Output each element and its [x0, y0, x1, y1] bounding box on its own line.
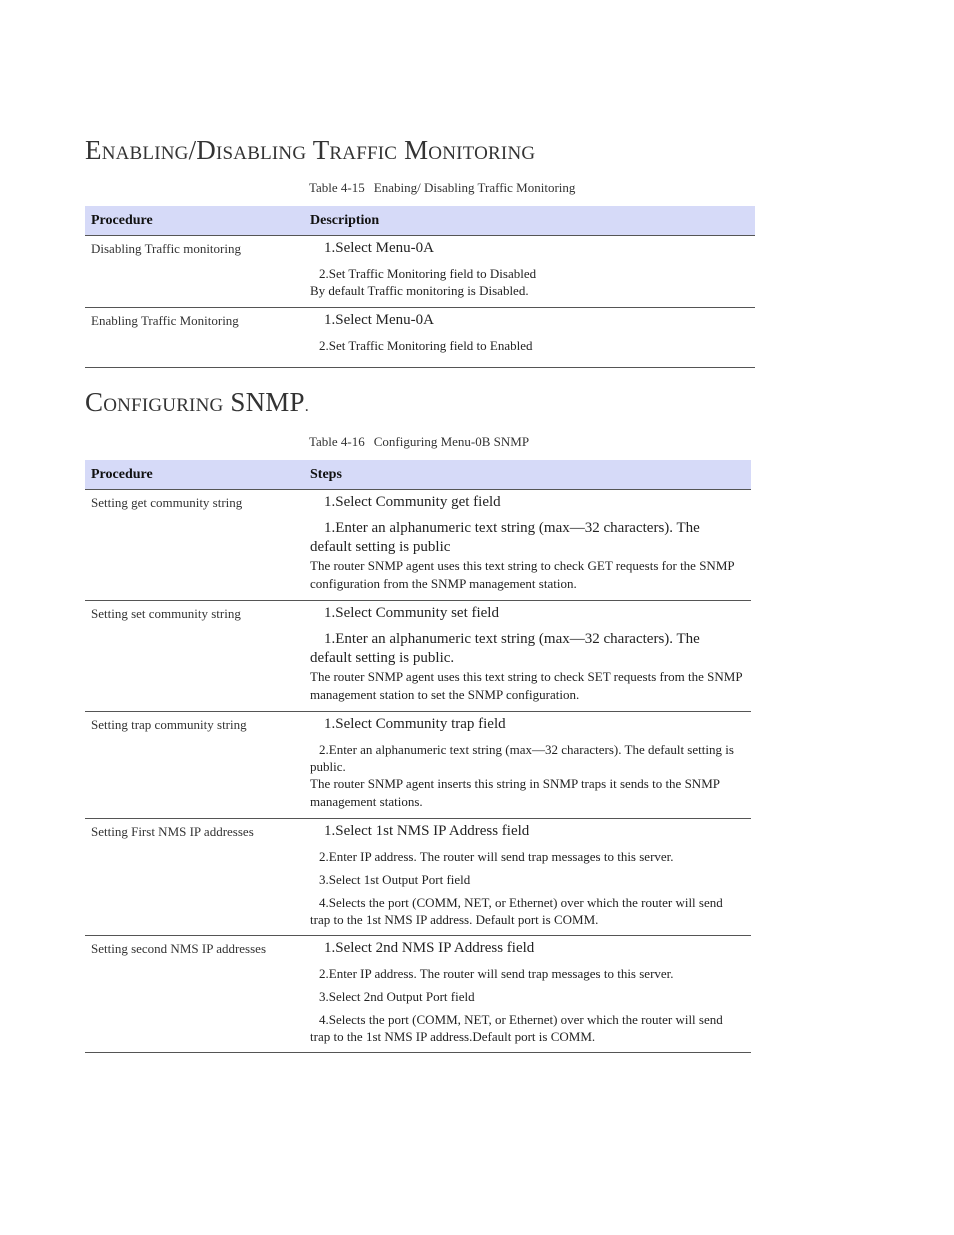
- description-cell: [304, 308, 755, 368]
- step-text: 1.Select Community get field: [324, 494, 501, 510]
- procedure-cell: Setting trap community string: [85, 712, 304, 819]
- description-cell: [304, 236, 755, 308]
- table-row: [85, 490, 751, 601]
- table-row: [85, 819, 751, 936]
- table-row: [85, 308, 755, 368]
- column-header-description: Description: [304, 206, 755, 236]
- heading-suffix: .: [304, 398, 309, 415]
- step-text: 1.Enter an alphanumeric text string (max—32 characters). The default setting is public.: [310, 631, 700, 666]
- caption-number: Table 4-16: [309, 434, 365, 449]
- caption-text: Configuring Menu-0B SNMP: [373, 434, 530, 449]
- step-text: 1.Enter an alphanumeric text string (max—32 characters). The default setting is public: [310, 520, 700, 555]
- step-text: 3.Select 1st Output Port field: [319, 872, 471, 887]
- step-text: 1.Select Menu-0A: [324, 312, 434, 328]
- steps-cell: [304, 819, 751, 936]
- table-row: [85, 712, 751, 819]
- procedure-cell: Enabling Traffic Monitoring: [85, 308, 304, 368]
- step-text: 1.Select Community set field: [324, 605, 499, 621]
- note-text: By default Traffic monitoring is Disabled.: [310, 283, 529, 298]
- note-text: The router SNMP agent uses this text string to check GET requests for the SNMP configuration from the SNMP management station.: [310, 558, 735, 591]
- step-text: 2.Enter IP address. The router will send trap messages to this server.: [319, 849, 674, 864]
- section-heading-snmp: [85, 386, 309, 423]
- step-text: 4.Selects the port (COMM, NET, or Ethernet) over which the router will send trap to the 1st NMS IP address.Default port is COMM.: [310, 1012, 723, 1044]
- step-text: 1.Select 2nd NMS IP Address field: [324, 940, 535, 956]
- table-row: [85, 601, 751, 712]
- table-caption-4-16: [309, 434, 529, 450]
- heading-text: Configuring SNMP: [85, 387, 305, 417]
- table-row: [85, 936, 751, 1053]
- traffic-monitoring-table: [85, 206, 755, 368]
- procedure-cell: Setting set community string: [85, 601, 304, 712]
- step-text: 3.Select 2nd Output Port field: [319, 989, 475, 1004]
- steps-cell: [304, 936, 751, 1053]
- column-header-procedure: Procedure: [85, 206, 304, 236]
- step-text: 1.Select Menu-0A: [324, 240, 434, 256]
- step-text: 4.Selects the port (COMM, NET, or Ethernet) over which the router will send trap to the 1st NMS IP address. Default port is COMM.: [310, 895, 723, 927]
- caption-text: Enabing/ Disabling Traffic Monitoring: [373, 180, 576, 195]
- procedure-cell: Setting second NMS IP addresses: [85, 936, 304, 1053]
- steps-cell: [304, 712, 751, 819]
- caption-number: Table 4-15: [309, 180, 365, 195]
- table-header-row: [85, 206, 755, 236]
- table-row: [85, 236, 755, 308]
- snmp-configuration-table: [85, 460, 751, 1053]
- procedure-cell: Setting First NMS IP addresses: [85, 819, 304, 936]
- step-text: 2.Enter an alphanumeric text string (max—32 characters). The default setting is public.: [310, 742, 734, 774]
- step-text: 2.Enter IP address. The router will send trap messages to this server.: [319, 966, 674, 981]
- step-text: 1.Select Community trap field: [324, 716, 506, 732]
- column-header-procedure: Procedure: [85, 460, 304, 490]
- table-header-row: [85, 460, 751, 490]
- procedure-cell: Setting get community string: [85, 490, 304, 601]
- step-text: 2.Set Traffic Monitoring field to Enabled: [319, 338, 533, 353]
- step-text: 2.Set Traffic Monitoring field to Disabled: [319, 266, 537, 281]
- section-heading-traffic-monitoring: Enabling/Disabling Traffic Monitoring: [85, 135, 536, 165]
- procedure-cell: Disabling Traffic monitoring: [85, 236, 304, 308]
- steps-cell: [304, 601, 751, 712]
- steps-cell: [304, 490, 751, 601]
- column-header-steps: Steps: [304, 460, 751, 490]
- table-caption-4-15: [309, 180, 575, 196]
- note-text: The router SNMP agent uses this text string to check SET requests from the SNMP management station to set the SNMP configuration.: [310, 669, 743, 702]
- step-text: 1.Select 1st NMS IP Address field: [324, 823, 530, 839]
- note-text: The router SNMP agent inserts this string in SNMP traps it sends to the SNMP management stations.: [310, 776, 720, 809]
